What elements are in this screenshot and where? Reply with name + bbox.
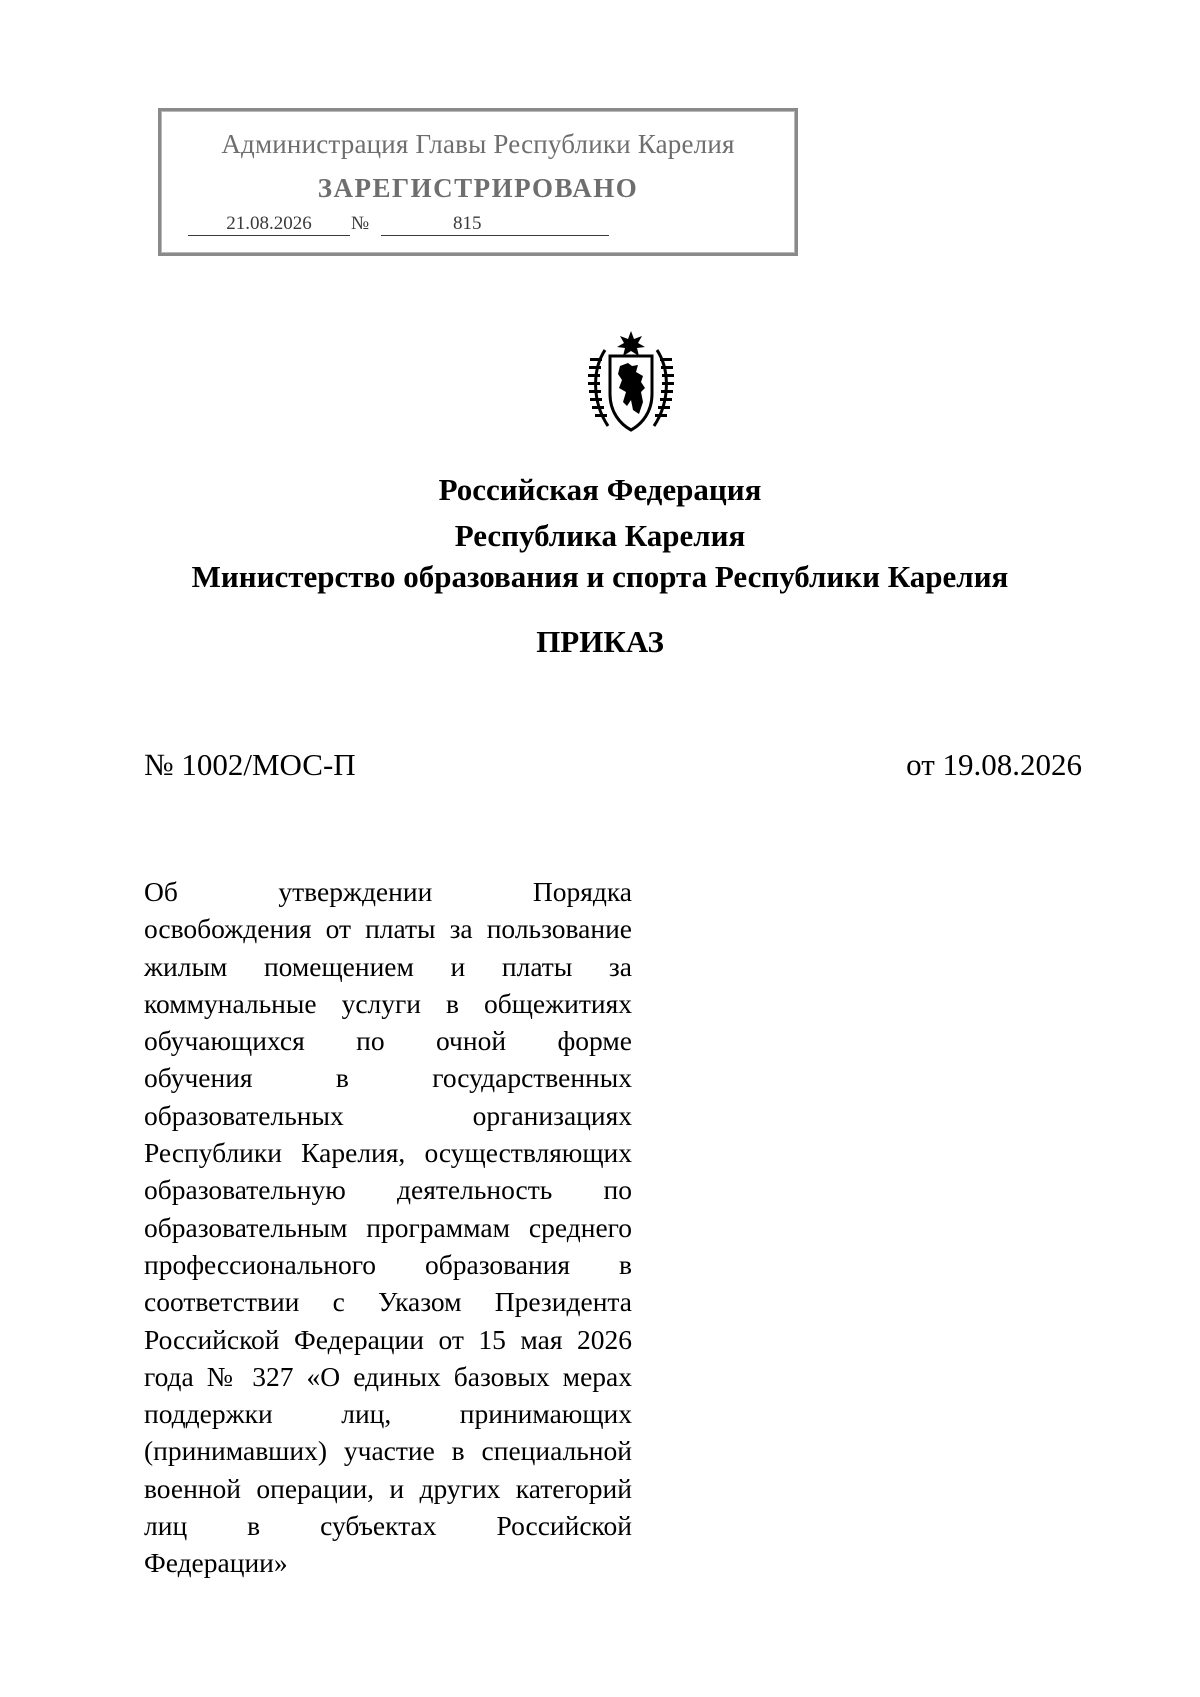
subject-line: военной операции, и других категорий [144,1472,632,1504]
stamp-status: ЗАРЕГИСТРИРОВАНО [317,173,639,203]
subject-line: коммунальные услуги в общежитиях [144,987,632,1019]
subject-line: соответствии с Указом Президента [144,1286,632,1318]
order-subject [144,873,632,1582]
left-branch-leaves [588,358,607,417]
subject-line: освобождения от платы за пользование [144,913,632,945]
subject-line: жилым помещением и платы за [144,950,632,982]
subject-line: образовательным программам среднего [144,1211,632,1243]
star-icon [617,331,645,356]
subject-line: обучающихся по очной форме [144,1025,632,1057]
heading-federation: Российская Федерация [438,472,762,507]
subject-line: обучения в государственных [144,1062,632,1094]
stamp-date: 21.08.2026 [188,213,350,236]
right-branch-leaves [655,358,674,417]
subject-line: Российской Федерации от 15 мая 2026 [144,1323,632,1355]
heading-republic: Республика Карелия [454,518,746,553]
stamp-number: 815 [381,213,609,236]
subject-line: года № 327 «О единых базовых мерах [144,1360,632,1392]
stamp-number-sign: № [351,213,370,234]
subject-line: (принимавших) участие в специальной [144,1435,632,1467]
subject-line: Федерации» [144,1547,288,1579]
subject-line: профессионального образования в [144,1248,632,1280]
subject-line: образовательную деятельность по [144,1174,632,1206]
coat-of-arms-emblem [586,330,676,438]
registration-stamp [158,108,798,256]
subject-line: образовательных организациях [144,1099,632,1131]
subject-line: поддержки лиц, принимающих [144,1398,632,1430]
subject-line: Об утверждении Порядка [144,876,632,907]
document-type-title: ПРИКАЗ [536,624,664,659]
stamp-organization: Администрация Главы Республики Карелия [221,129,735,159]
subject-line: лиц в субъектах Российской [144,1510,632,1542]
order-number: № 1002/МОС-П [144,747,356,782]
heading-ministry: Министерство образования и спорта Республики Карелия [191,559,1009,594]
order-date: от 19.08.2026 [906,747,1082,782]
subject-line: Республики Карелия, осуществляющих [144,1137,632,1169]
